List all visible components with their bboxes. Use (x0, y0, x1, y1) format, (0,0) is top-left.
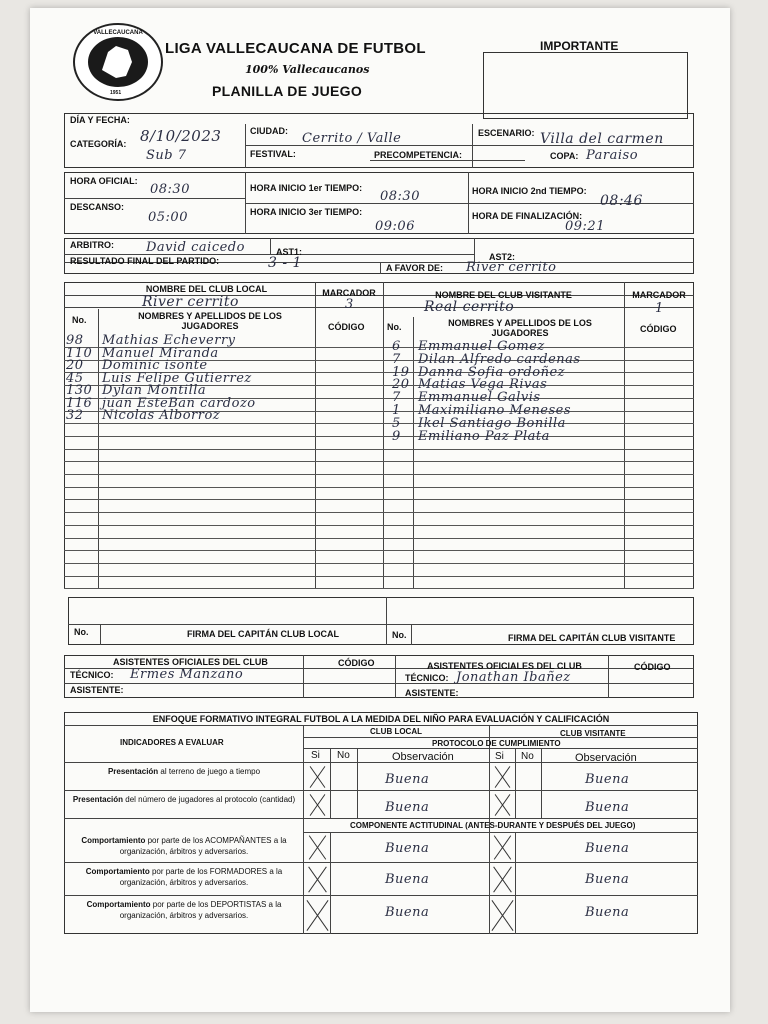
visitante-check-mark (490, 792, 514, 818)
indicator-text (68, 794, 300, 805)
table-row-line (64, 436, 694, 437)
svg-text:VALLECAUCANA: VALLECAUCANA (93, 30, 143, 36)
local-observation: Buena (385, 872, 430, 887)
ast1-label: AST1: (276, 247, 303, 257)
club-visitante-label: CLUB VISITANTE (560, 729, 626, 738)
indicator-rest: por parte de los DEPORTISTAS a la organización, árbitros y adversarios. (119, 900, 282, 920)
logo-year: 1951 (110, 90, 122, 96)
descanso-label: DESCANSO: (70, 202, 125, 212)
copa-value: Paraiso (586, 148, 639, 163)
categoria-label: CATEGORÍA: (70, 139, 127, 149)
local-player-name: Nicolas Alborroz (102, 408, 221, 423)
local-check-mark (305, 897, 329, 934)
visitante-player-number: 19 (392, 364, 410, 380)
local-player-number: 130 (66, 383, 93, 398)
precompetencia-label: PRECOMPETENCIA: (374, 150, 463, 160)
categoria-value: Sub 7 (146, 148, 187, 163)
visitante-check-mark (490, 897, 514, 934)
visitante-score: 1 (655, 301, 664, 316)
indicator-text (68, 835, 300, 857)
escenario-label: ESCENARIO: (478, 128, 535, 138)
form-title: PLANILLA DE JUEGO (212, 83, 363, 99)
local-tecnico-label: TÉCNICO: (70, 670, 114, 680)
local-tecnico-value: Ermes Manzano (130, 667, 244, 682)
table-row-line (64, 423, 694, 424)
visitante-player-number: 5 (392, 415, 401, 431)
table-row-line (64, 525, 694, 526)
local-observacion-label: Observación (392, 751, 454, 763)
visitante-player-name: Emmanuel Galvis (418, 390, 541, 406)
inicio2-value: 08:46 (600, 193, 643, 209)
local-observation: Buena (385, 841, 430, 856)
assistants-local-codigo: CÓDIGO (338, 658, 375, 668)
visitante-tecnico-value: Jonathan Ibañez (456, 670, 571, 685)
table-row-line (64, 487, 694, 488)
table-row-line (64, 474, 694, 475)
hora-oficial-label: HORA OFICIAL: (70, 176, 138, 186)
indicadores-label: INDICADORES A EVALUAR (120, 738, 224, 747)
visitante-player-number: 7 (392, 390, 401, 406)
visitante-si-label: Si (495, 751, 504, 762)
visitante-marcador-label: MARCADOR (632, 290, 686, 300)
visitante-check-mark (490, 833, 514, 862)
ciudad-value: Cerrito / Valle (302, 131, 402, 146)
local-si-label: Si (311, 750, 320, 761)
local-player-number: 98 (66, 333, 84, 348)
resultado-value: 3 - 1 (268, 255, 302, 271)
local-codigo-label: CÓDIGO (328, 322, 365, 332)
table-row-line (64, 538, 694, 539)
festival-label: FESTIVAL: (250, 149, 296, 159)
local-player-number: 110 (66, 345, 93, 361)
visitante-player-name: Matias Vega Rivas (418, 377, 548, 393)
escenario-value: Villa del carmen (540, 131, 664, 147)
visitante-player-name: Emmanuel Gomez (418, 339, 545, 354)
ast2-label: AST2: (489, 252, 516, 262)
local-player-number: 116 (66, 395, 93, 411)
visitante-tecnico-label: TÉCNICO: (405, 673, 449, 683)
league-subtitle: 100% Vallecaucanos (245, 63, 370, 76)
resultado-label: RESULTADO FINAL DEL PARTIDO: (70, 256, 220, 266)
protocolo-label: PROTOCOLO DE CUMPLIMIENTO (432, 739, 561, 748)
local-player-number: 20 (66, 358, 84, 373)
local-check-mark (305, 792, 329, 818)
visitante-player-name: Emiliano Paz Plata (418, 428, 550, 444)
visitante-player-number: 7 (392, 351, 401, 367)
visitante-player-number: 6 (392, 339, 401, 354)
visitante-codigo-label: CÓDIGO (640, 324, 677, 334)
local-check-mark (305, 864, 329, 895)
local-player-name: Luis Felipe Gutierrez (102, 370, 252, 386)
evaluation-title: ENFOQUE FORMATIVO INTEGRAL FUTBOL A LA MEDIDA DEL NIÑO PARA EVALUACIÓN Y CALIFICACIÓN (152, 714, 610, 724)
table-row-line (64, 461, 694, 462)
local-player-number: 32 (66, 408, 84, 423)
table-row-line (64, 576, 694, 577)
visitante-player-name: Dilan Alfredo cardenas (418, 351, 581, 367)
local-player-name: juan EsteBan cardozo (102, 395, 256, 411)
visitante-observation: Buena (585, 905, 630, 920)
visitante-observation: Buena (585, 872, 630, 887)
visitante-player-number: 20 (392, 377, 410, 393)
captain-visitante-no-label: No. (392, 630, 407, 640)
table-row-line (64, 588, 694, 589)
indicator-rest: del número de jugadores al protocolo (cantidad) (123, 795, 296, 804)
indicator-text (68, 899, 300, 921)
local-players-header: NOMBRES Y APELLIDOS DE LOS JUGADORES (138, 311, 282, 331)
visitante-check-mark (490, 764, 514, 790)
descanso-value: 05:00 (148, 210, 188, 225)
inicio1-label: HORA INICIO 1er TIEMPO: (250, 183, 363, 193)
visitante-observation: Buena (585, 772, 630, 787)
captain-local-no-label: No. (74, 627, 89, 637)
indicator-rest: por parte de los ACOMPAÑANTES a la organización, árbitros y adversarios. (119, 836, 287, 856)
visitante-observacion-label: Observación (575, 752, 637, 764)
league-logo (72, 22, 164, 102)
visitante-player-name: Ikel Santiago Bonilla (418, 415, 566, 431)
inicio1-value: 08:30 (380, 189, 420, 204)
favor-value: River cerrito (466, 260, 557, 275)
ciudad-label: CIUDAD: (250, 126, 288, 136)
table-row-line (64, 563, 694, 564)
dia-fecha-label: DÍA Y FECHA: (70, 115, 130, 125)
local-check-mark (305, 833, 329, 862)
visitante-player-number: 1 (392, 403, 401, 418)
indicator-bold: Comportamiento (81, 836, 146, 845)
local-club-header: NOMBRE DEL CLUB LOCAL (145, 284, 268, 294)
visitante-players-header: NOMBRES Y APELLIDOS DE LOS JUGADORES (448, 318, 592, 338)
indicator-rest: al terreno de juego a tiempo (158, 767, 261, 776)
indicator-bold: Comportamiento (86, 900, 151, 909)
visitante-club-header: NOMBRE DEL CLUB VISITANTE (435, 290, 572, 300)
indicator-bold: Presentación (107, 767, 159, 776)
local-player-name: Dominic isonte (102, 358, 208, 373)
local-club-name: River cerrito (142, 294, 239, 310)
visitante-player-name: Maximiliano Meneses (418, 403, 572, 418)
indicator-text (68, 766, 300, 777)
visitante-no-label: No. (387, 322, 402, 332)
local-player-number: 45 (66, 370, 84, 386)
local-no-label: No. (72, 315, 87, 325)
table-row-line (64, 449, 694, 450)
local-player-name: Mathias Echeverry (102, 333, 236, 348)
captain-local-label: FIRMA DEL CAPITÁN CLUB LOCAL (187, 629, 339, 639)
arbitro-value: David caicedo (146, 240, 245, 255)
club-local-label: CLUB LOCAL (370, 727, 422, 736)
indicator-bold: Comportamiento (85, 867, 150, 876)
inicio3-label: HORA INICIO 3er TIEMPO: (250, 207, 363, 217)
assistants-local-header: ASISTENTES OFICIALES DEL CLUB (113, 657, 268, 667)
table-row-line (64, 550, 694, 551)
table-row-line (64, 512, 694, 513)
dia-fecha-value: 8/10/2023 (140, 127, 222, 145)
captain-visitante-label: FIRMA DEL CAPITÁN CLUB VISITANTE (508, 633, 676, 643)
visitante-no-eval-label: No (521, 751, 534, 762)
inicio3-value: 09:06 (375, 219, 415, 234)
indicator-rest: por parte de los FORMADORES a la organización, árbitros y adversarios. (119, 867, 283, 887)
indicator-bold: Presentación (72, 795, 124, 804)
assistants-visitante-codigo: CÓDIGO (634, 662, 671, 672)
visitante-player-number: 9 (392, 428, 401, 444)
visitante-player-name: Danna Sofia ordoñez (418, 364, 565, 380)
componente-label: COMPONENTE ACTITUDINAL (ANTES-DURANTE Y DESPUÉS DEL JUEGO) (350, 821, 636, 830)
league-title: LIGA VALLECAUCANA DE FUTBOL (165, 40, 426, 57)
local-observation: Buena (385, 772, 430, 787)
assistants-visitante-header: ASISTENTES OFICIALES DEL CLUB (427, 661, 582, 671)
visitante-check-mark (490, 864, 514, 895)
favor-label: A FAVOR DE: (386, 263, 444, 273)
visitante-club-name: Real cerrito (424, 299, 515, 315)
important-box (483, 52, 688, 119)
local-asistente-label: ASISTENTE: (70, 685, 124, 695)
local-score: 3 (345, 297, 354, 312)
arbitro-label: ARBITRO: (70, 240, 114, 250)
local-player-name: Dylan Montilla (102, 383, 207, 398)
indicator-text (68, 866, 300, 888)
local-observation: Buena (385, 905, 430, 920)
hora-oficial-value: 08:30 (150, 182, 190, 197)
important-label: IMPORTANTE (540, 39, 619, 53)
local-observation: Buena (385, 800, 430, 815)
copa-label: COPA: (550, 151, 579, 161)
local-no-eval-label: No (337, 750, 350, 761)
final-value: 09:21 (565, 219, 605, 234)
visitante-observation: Buena (585, 800, 630, 815)
local-check-mark (305, 764, 329, 790)
final-label: HORA DE FINALIZACIÓN: (472, 211, 583, 221)
inicio2-label: HORA INICIO 2nd TIEMPO: (472, 186, 587, 196)
local-player-name: Manuel Miranda (102, 345, 219, 361)
local-marcador-label: MARCADOR (322, 288, 376, 298)
table-row-line (64, 499, 694, 500)
visitante-asistente-label: ASISTENTE: (405, 688, 459, 698)
visitante-observation: Buena (585, 841, 630, 856)
